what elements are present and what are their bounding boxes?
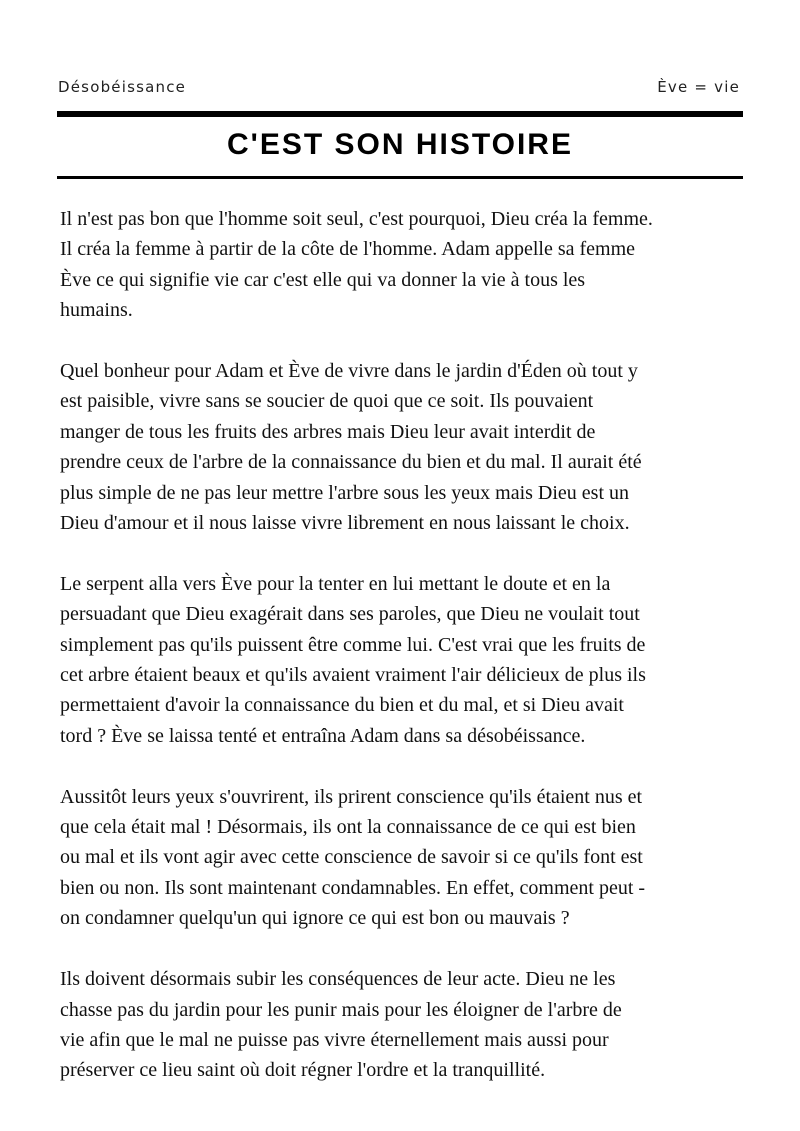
paragraph-line: ou mal et ils vont agir avec cette conscience de savoir si ce qu'ils font est — [60, 846, 643, 869]
paragraph-line: Ils doivent désormais subir les conséquences de leur acte. Dieu ne les — [60, 968, 616, 991]
header-right-text: Ève = vie — [657, 78, 740, 96]
paragraph-line: Il n'est pas bon que l'homme soit seul, c'est pourquoi, Dieu créa la femme. — [60, 208, 653, 230]
paragraph-line: Il créa la femme à partir de la côte de l'homme. Adam appelle sa femme — [60, 238, 636, 261]
paragraph — [60, 356, 760, 538]
paragraph-line: manger de tous les fruits des arbres mais Dieu leur avait interdit de — [60, 420, 596, 443]
document-body — [60, 204, 760, 1116]
paragraph-line: on condamner quelqu'un qui ignore ce qui est bon ou mauvais ? — [60, 907, 570, 930]
paragraph-line: Ève ce qui signifie vie car c'est elle qui va donner la vie à tous les — [60, 268, 586, 291]
paragraph-line: permettaient d'avoir la connaissance du bien et du mal, et si Dieu avait — [60, 694, 624, 717]
paragraph-line: plus simple de ne pas leur mettre l'arbre sous les yeux mais Dieu est un — [60, 481, 630, 504]
paragraph-line: prendre ceux de l'arbre de la connaissance du bien et du mal. Il aurait été — [60, 451, 642, 474]
paragraph — [60, 782, 760, 934]
top-divider — [57, 111, 743, 117]
paragraph-line: cet arbre étaient beaux et qu'ils avaient vraiment l'air délicieux de plus ils — [60, 664, 646, 687]
paragraph — [60, 569, 760, 751]
paragraph-line: persuadant que Dieu exagérait dans ses paroles, que Dieu ne voulait tout — [60, 603, 640, 626]
paragraph-line: humains. — [60, 299, 133, 322]
paragraph — [60, 204, 760, 326]
paragraph-line: bien ou non. Ils sont maintenant condamnables. En effet, comment peut - — [60, 876, 646, 899]
paragraph-line: simplement pas qu'ils puissent être comme lui. C'est vrai que les fruits de — [60, 633, 646, 656]
paragraph-line: préserver ce lieu saint où doit régner l'ordre et la tranquillité. — [60, 1059, 546, 1082]
paragraph-line: vie afin que le mal ne puisse pas vivre éternellement mais aussi pour — [60, 1028, 609, 1051]
paragraph-line: chasse pas du jardin pour les punir mais pour les éloigner de l'arbre de — [60, 998, 622, 1021]
paragraph-line: Aussitôt leurs yeux s'ouvrirent, ils prirent conscience qu'ils étaient nus et — [60, 785, 643, 808]
paragraph-line: Le serpent alla vers Ève pour la tenter en lui mettant le doute et en la — [60, 572, 611, 595]
header-left-text: Désobéissance — [58, 78, 187, 96]
paragraph-line: Quel bonheur pour Adam et Ève de vivre dans le jardin d'Éden où tout y — [60, 360, 638, 383]
paragraph — [60, 964, 760, 1086]
paragraph-line: Dieu d'amour et il nous laisse vivre librement en nous laissant le choix. — [60, 512, 630, 535]
title-divider — [57, 176, 743, 179]
page-title: C'EST SON HISTOIRE — [227, 128, 573, 161]
paragraph-line: que cela était mal ! Désormais, ils ont la connaissance de ce qui est bien — [60, 816, 636, 839]
paragraph-line: est paisible, vivre sans se soucier de quoi que ce soit. Ils pouvaient — [60, 390, 594, 413]
paragraph-line: tord ? Ève se laissa tenté et entraîna Adam dans sa désobéissance. — [60, 724, 586, 747]
